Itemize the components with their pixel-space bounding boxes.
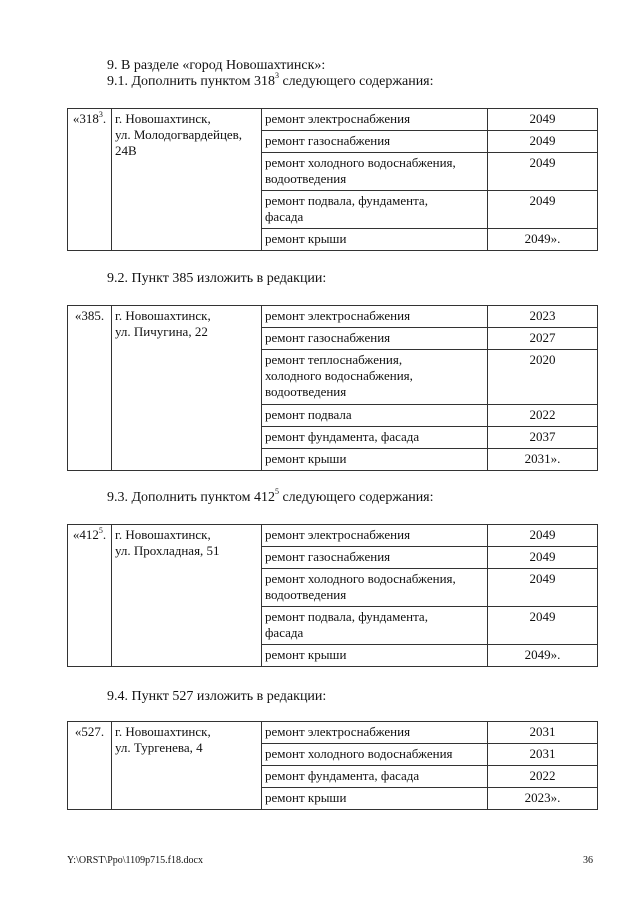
address-line: г. Новошахтинск,: [115, 111, 211, 126]
item-number-suffix: .: [102, 527, 107, 542]
heading-suffix: следующего содержания:: [278, 74, 434, 89]
work-type-line: ремонт теплоснабжения,: [265, 352, 403, 367]
year-cell: 2049».: [488, 229, 598, 251]
item-number-suffix: .: [102, 111, 107, 126]
work-type-line: ремонт холодного водоснабжения,: [265, 155, 456, 170]
work-type-line: фасада: [265, 209, 304, 224]
item-table: [67, 721, 598, 810]
work-type-cell: [262, 569, 488, 607]
work-type-line: водоотведения: [265, 171, 347, 186]
year-cell: 2031».: [488, 449, 598, 471]
work-type-cell: [262, 788, 488, 810]
address-line: 24В: [115, 143, 137, 158]
year-cell: 2049: [488, 547, 598, 569]
item-number-superscript: 3: [98, 109, 103, 119]
work-type-cell: [262, 328, 488, 350]
work-type-line: ремонт фундамента, фасада: [265, 768, 420, 783]
year-cell: 2049: [488, 131, 598, 153]
work-type-line: холодного водоснабжения,: [265, 368, 413, 383]
heading-text: 9.1. Дополнить пунктом 318: [107, 74, 275, 89]
address-cell: [112, 109, 262, 251]
table-row: [68, 109, 598, 131]
item-number: [68, 722, 112, 810]
work-type-line: ремонт фундамента, фасада: [265, 429, 420, 444]
work-type-line: ремонт газоснабжения: [265, 133, 391, 148]
work-type-line: водоотведения: [265, 587, 347, 602]
year-cell: 2027: [488, 328, 598, 350]
heading-suffix: следующего содержания:: [278, 490, 434, 505]
item-number-text: «527.: [74, 724, 105, 739]
year-cell: 2049: [488, 525, 598, 547]
section-title: 9. В разделе «город Новошахтинск»:: [107, 58, 326, 73]
item-number: [68, 525, 112, 667]
year-cell: 2031: [488, 722, 598, 744]
heading-text: 9.3. Дополнить пунктом 412: [107, 490, 275, 505]
year-cell: 2023: [488, 306, 598, 328]
work-type-cell: [262, 350, 488, 405]
table-row: [68, 722, 598, 744]
item-number: [68, 109, 112, 251]
work-type-cell: [262, 191, 488, 229]
work-type-cell: [262, 153, 488, 191]
work-type-line: фасада: [265, 625, 304, 640]
work-type-line: ремонт крыши: [265, 790, 347, 805]
work-type-line: ремонт газоснабжения: [265, 330, 391, 345]
address-line: ул. Молодогвардейцев,: [115, 127, 243, 142]
work-type-line: ремонт электроснабжения: [265, 111, 411, 126]
work-type-cell: [262, 744, 488, 766]
item-table: [67, 305, 598, 471]
work-type-cell: [262, 109, 488, 131]
year-cell: 2022: [488, 405, 598, 427]
address-line: ул. Тургенева, 4: [115, 740, 203, 755]
year-cell: 2031: [488, 744, 598, 766]
address-line: г. Новошахтинск,: [115, 308, 211, 323]
item-number-superscript: 5: [98, 525, 103, 535]
block-heading: [107, 71, 434, 90]
work-type-line: ремонт электроснабжения: [265, 724, 411, 739]
work-type-line: ремонт электроснабжения: [265, 308, 411, 323]
item-number: [68, 306, 112, 471]
work-type-cell: [262, 525, 488, 547]
address-line: ул. Прохладная, 51: [115, 543, 220, 558]
year-cell: 2049: [488, 607, 598, 645]
heading-text: 9.4. Пункт 527 изложить в редакции:: [107, 689, 327, 704]
year-cell: 2020: [488, 350, 598, 405]
work-type-line: ремонт крыши: [265, 647, 347, 662]
item-number-text: «318: [72, 111, 99, 126]
block-heading: [107, 487, 434, 506]
year-cell: 2049: [488, 569, 598, 607]
year-cell: 2049».: [488, 645, 598, 667]
table-row: [68, 306, 598, 328]
work-type-line: ремонт крыши: [265, 451, 347, 466]
year-cell: 2049: [488, 191, 598, 229]
address-cell: [112, 525, 262, 667]
heading-superscript: 5: [274, 487, 279, 497]
item-table: [67, 524, 598, 667]
work-type-cell: [262, 427, 488, 449]
item-table: [67, 108, 598, 251]
work-type-line: ремонт подвала, фундамента,: [265, 609, 428, 624]
work-type-cell: [262, 306, 488, 328]
work-type-cell: [262, 229, 488, 251]
work-type-cell: [262, 722, 488, 744]
year-cell: 2022: [488, 766, 598, 788]
year-cell: 2023».: [488, 788, 598, 810]
work-type-line: ремонт электроснабжения: [265, 527, 411, 542]
address-line: г. Новошахтинск,: [115, 527, 211, 542]
year-cell: 2049: [488, 109, 598, 131]
item-number-text: «385.: [74, 308, 105, 323]
work-type-cell: [262, 607, 488, 645]
block-heading: [107, 689, 326, 705]
year-cell: 2049: [488, 153, 598, 191]
work-type-cell: [262, 645, 488, 667]
address-cell: [112, 722, 262, 810]
address-line: ул. Пичугина, 22: [115, 324, 208, 339]
item-number-text: «412: [72, 527, 99, 542]
work-type-line: ремонт подвала, фундамента,: [265, 193, 428, 208]
work-type-line: ремонт холодного водоснабжения: [265, 746, 453, 761]
work-type-cell: [262, 131, 488, 153]
work-type-cell: [262, 766, 488, 788]
work-type-cell: [262, 449, 488, 471]
block-heading: [107, 271, 326, 287]
work-type-line: ремонт холодного водоснабжения,: [265, 571, 456, 586]
footer-page-number: 36: [583, 855, 593, 866]
table-row: [68, 525, 598, 547]
heading-superscript: 3: [274, 71, 279, 81]
address-line: г. Новошахтинск,: [115, 724, 211, 739]
footer-file-path: Y:\ORST\Ppo\1109p715.f18.docx: [67, 855, 203, 866]
work-type-cell: [262, 547, 488, 569]
work-type-line: ремонт газоснабжения: [265, 549, 391, 564]
work-type-cell: [262, 405, 488, 427]
work-type-line: ремонт крыши: [265, 231, 347, 246]
year-cell: 2037: [488, 427, 598, 449]
work-type-line: ремонт подвала: [265, 407, 352, 422]
work-type-line: водоотведения: [265, 384, 347, 399]
heading-text: 9.2. Пункт 385 изложить в редакции:: [107, 271, 327, 286]
address-cell: [112, 306, 262, 471]
